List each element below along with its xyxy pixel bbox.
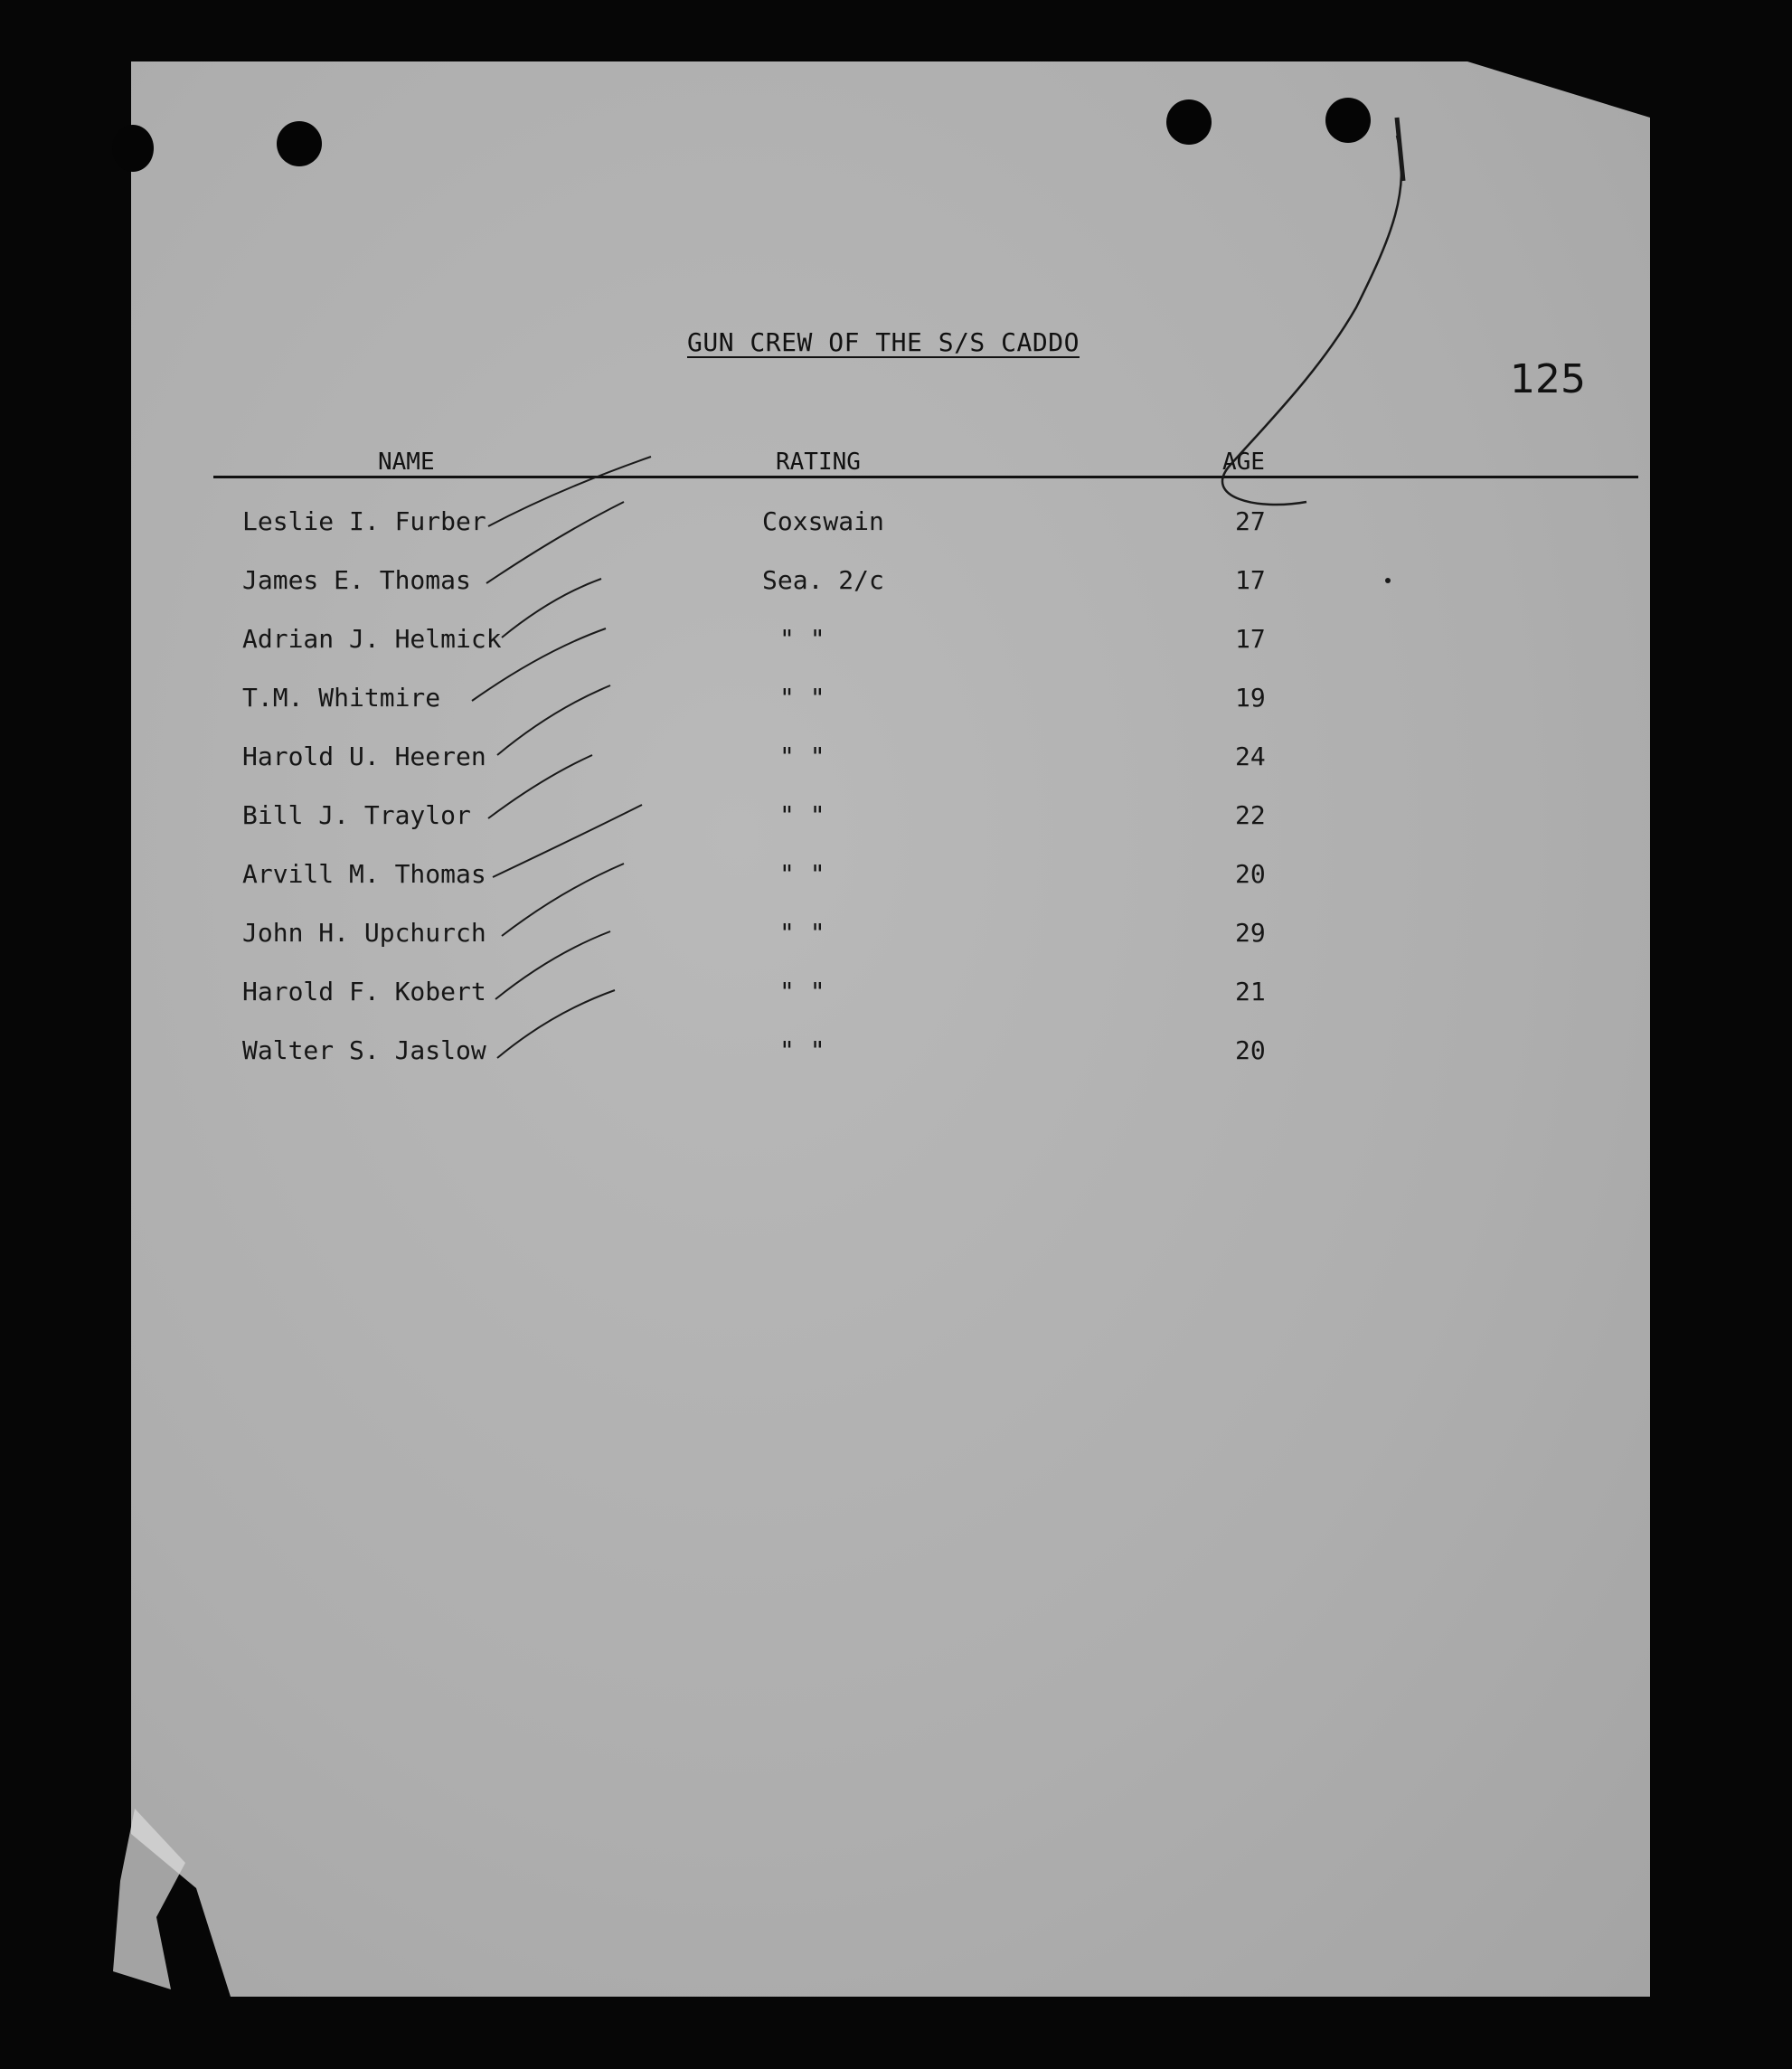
crew-rating-ditto: " ": [779, 800, 825, 830]
table-row: [0, 800, 1792, 846]
document-title: GUN CREW OF THE S/S CADDO: [687, 327, 1080, 357]
crew-name: Arvill M. Thomas: [242, 859, 486, 889]
crew-name: Harold F. Kobert: [242, 977, 486, 1006]
crew-rating-ditto: " ": [779, 1035, 825, 1065]
punch-hole: [1325, 98, 1371, 143]
crew-name: Bill J. Traylor: [242, 800, 471, 830]
punch-hole: [277, 121, 322, 166]
header-rule: [213, 476, 1638, 478]
table-row: [0, 683, 1792, 728]
crew-rating-ditto: " ": [779, 918, 825, 948]
crew-name: Harold U. Heeren: [242, 742, 486, 771]
crew-name: James E. Thomas: [242, 565, 471, 595]
crew-rating-ditto: " ": [779, 742, 825, 771]
crew-rating-ditto: " ": [779, 977, 825, 1006]
crew-age: 20: [1235, 1035, 1266, 1065]
crew-age: 29: [1235, 918, 1266, 948]
crew-name: John H. Upchurch: [242, 918, 486, 948]
crew-age: 24: [1235, 742, 1266, 771]
table-row: [0, 506, 1792, 552]
table-row: [0, 918, 1792, 963]
crew-age: 19: [1235, 683, 1266, 713]
crew-age: 27: [1235, 506, 1266, 536]
table-row: [0, 565, 1792, 610]
column-header-rating: RATING: [776, 449, 861, 476]
column-header-name: NAME: [378, 449, 435, 476]
crew-name: Adrian J. Helmick: [242, 624, 502, 654]
crew-rating: Coxswain: [762, 506, 884, 536]
crew-name: Leslie I. Furber: [242, 506, 486, 536]
crew-rating-ditto: " ": [779, 683, 825, 713]
crew-rating: Sea. 2/c: [762, 565, 884, 595]
crew-age: 17: [1235, 565, 1266, 595]
crew-age: 22: [1235, 800, 1266, 830]
crew-rating-ditto: " ": [779, 859, 825, 889]
table-row: [0, 977, 1792, 1022]
crew-rating-ditto: " ": [779, 624, 825, 654]
crew-age: 20: [1235, 859, 1266, 889]
crew-name: T.M. Whitmire: [242, 683, 441, 713]
table-row: [0, 859, 1792, 904]
punch-hole: [1166, 99, 1212, 145]
crew-age: 17: [1235, 624, 1266, 654]
table-row: [0, 624, 1792, 669]
crew-age: 21: [1235, 977, 1266, 1006]
punch-hole: [112, 125, 154, 172]
column-header-age: AGE: [1222, 449, 1265, 476]
page-number: 125: [1510, 356, 1586, 402]
crew-name: Walter S. Jaslow: [242, 1035, 486, 1065]
table-row: [0, 742, 1792, 787]
table-row: [0, 1035, 1792, 1081]
